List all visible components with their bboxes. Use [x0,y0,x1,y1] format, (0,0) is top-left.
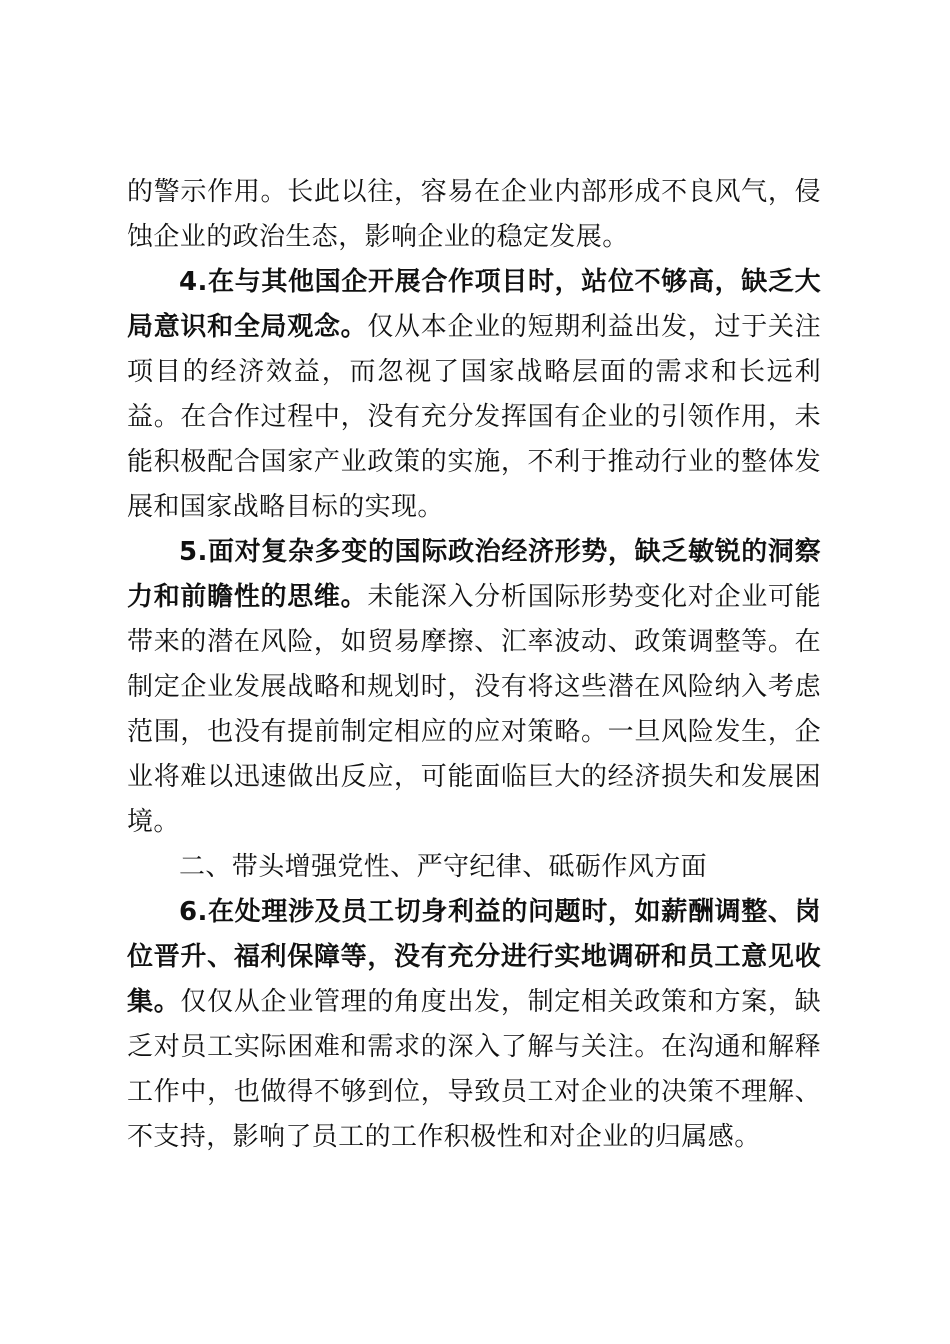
paragraph-item-4 [127,260,821,530]
paragraph-text: 仅仅从企业管理的角度出发，制定相关政策和方案，缺乏对员工实际困难和需求的深入了解与关注。在沟通和解释工作中，也做得不够到位，导致员工对企业的决策不理解、不支持，影响了员工的工作积极性和对企业的归属感。 [127,987,821,1152]
paragraph-continuation [127,170,821,260]
paragraph-heading: 6.在处理涉及员工切身利益的问题时，如薪酬调整、岗位晋升、福利保障等，没有充分进行实地调研和员工意见收集。 [127,897,821,1017]
section-heading-text: 二、带头增强党性、严守纪律、砥砺作风方面 [179,852,708,882]
paragraph-heading: 5.面对复杂多变的国际政治经济形势，缺乏敏锐的洞察力和前瞻性的思维。 [127,537,821,612]
paragraph-heading: 4.在与其他国企开展合作项目时，站位不够高，缺乏大局意识和全局观念。 [127,267,821,342]
paragraph-item-5 [127,530,821,845]
paragraph-text: 的警示作用。长此以往，容易在企业内部形成不良风气，侵蚀企业的政治生态，影响企业的稳定发展。 [127,177,821,252]
section-heading [127,845,821,890]
document-body [127,170,821,1160]
paragraph-text: 仅从本企业的短期利益出发，过于关注项目的经济效益，而忽视了国家战略层面的需求和长远利益。在合作过程中，没有充分发挥国有企业的引领作用，未能积极配合国家产业政策的实施，不利于推动行业的整体发展和国家战略目标的实现。 [127,312,821,522]
paragraph-text: 未能深入分析国际形势变化对企业可能带来的潜在风险，如贸易摩擦、汇率波动、政策调整等。在制定企业发展战略和规划时，没有将这些潜在风险纳入考虑范围，也没有提前制定相应的应对策略。一旦风险发生，企业将难以迅速做出反应，可能面临巨大的经济损失和发展困境。 [127,582,821,837]
paragraph-item-6 [127,890,821,1160]
